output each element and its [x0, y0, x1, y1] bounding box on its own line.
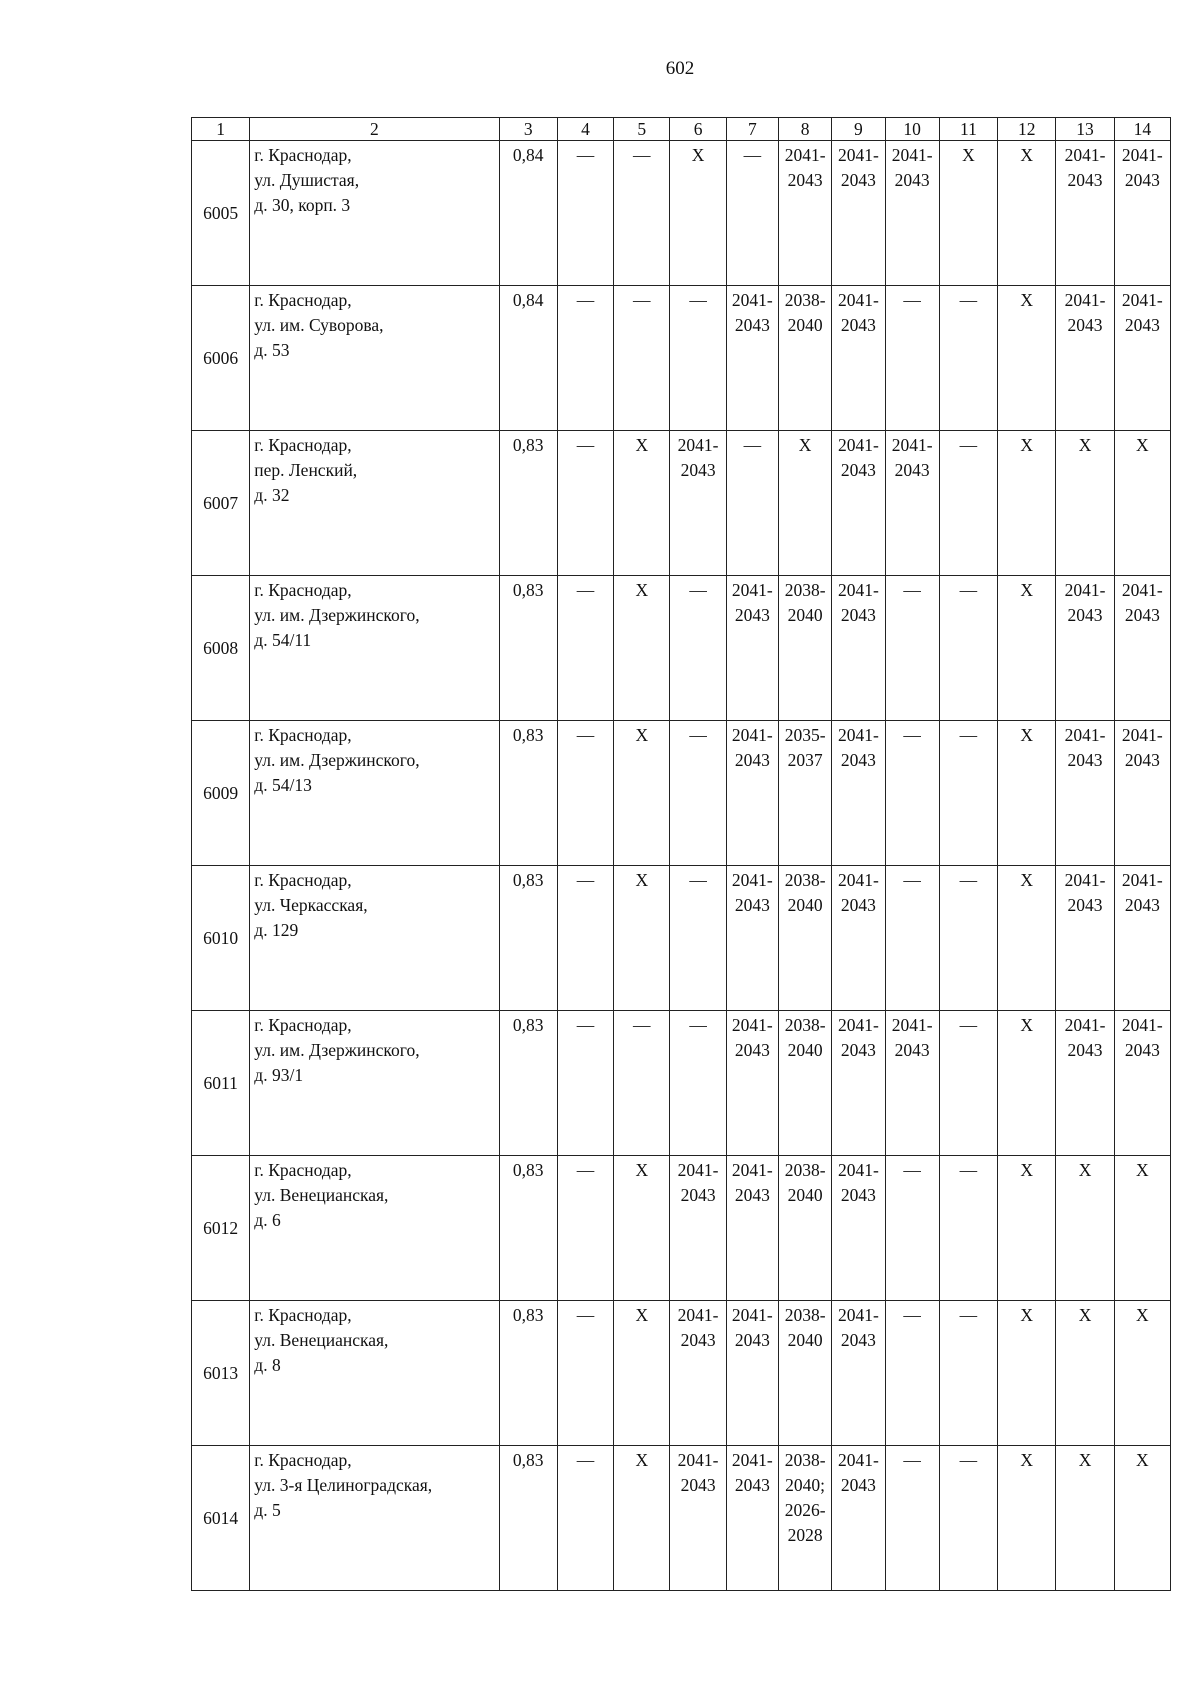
value-cell-5: X — [614, 721, 670, 866]
value-cell-6: X — [670, 141, 726, 286]
row-number: 6007 — [192, 431, 250, 576]
address-line: д. 5 — [254, 1500, 281, 1520]
value-cell-11: — — [939, 1446, 997, 1591]
address-line: д. 6 — [254, 1210, 281, 1230]
address-line: ул. им. Дзержинского, — [254, 1040, 420, 1060]
value-cell-7: — — [726, 431, 778, 576]
value-cell-14: X — [1114, 1446, 1170, 1591]
value-cell-9: 2041-2043 — [832, 721, 885, 866]
value-cell-13: 2041-2043 — [1056, 866, 1114, 1011]
column-header-4: 4 — [557, 118, 613, 141]
column-header-10: 10 — [885, 118, 939, 141]
address-cell — [250, 866, 499, 1011]
value-cell-10: 2041-2043 — [885, 1011, 939, 1156]
coefficient-cell: 0,84 — [499, 141, 557, 286]
column-header-6: 6 — [670, 118, 726, 141]
value-cell-8: 2038-2040 — [778, 1301, 831, 1446]
table-row — [192, 721, 1171, 866]
table-row — [192, 576, 1171, 721]
column-header-5: 5 — [614, 118, 670, 141]
address-line: д. 129 — [254, 920, 299, 940]
address-line: д. 93/1 — [254, 1065, 304, 1085]
value-cell-10: — — [885, 1301, 939, 1446]
value-cell-8: 2041-2043 — [778, 141, 831, 286]
coefficient-cell: 0,83 — [499, 576, 557, 721]
table-row — [192, 1446, 1171, 1591]
value-cell-7: 2041-2043 — [726, 1156, 778, 1301]
value-cell-14: 2041-2043 — [1114, 576, 1170, 721]
value-cell-5: X — [614, 866, 670, 1011]
value-cell-9: 2041-2043 — [832, 576, 885, 721]
value-cell-11: — — [939, 866, 997, 1011]
value-cell-9: 2041-2043 — [832, 431, 885, 576]
column-header-2: 2 — [250, 118, 499, 141]
value-cell-10: — — [885, 866, 939, 1011]
value-cell-10: — — [885, 576, 939, 721]
row-number: 6006 — [192, 286, 250, 431]
value-cell-4: — — [557, 1446, 613, 1591]
value-cell-10: — — [885, 1446, 939, 1591]
value-cell-12: X — [998, 431, 1056, 576]
value-cell-5: — — [614, 1011, 670, 1156]
address-line: г. Краснодар, — [254, 1160, 352, 1180]
value-cell-5: X — [614, 431, 670, 576]
value-cell-13: 2041-2043 — [1056, 141, 1114, 286]
value-cell-8: 2038-2040 — [778, 576, 831, 721]
value-cell-14: X — [1114, 431, 1170, 576]
value-cell-11: — — [939, 1011, 997, 1156]
value-cell-14: 2041-2043 — [1114, 1011, 1170, 1156]
value-cell-12: X — [998, 576, 1056, 721]
value-cell-7: — — [726, 141, 778, 286]
coefficient-cell: 0,83 — [499, 1301, 557, 1446]
address-line: д. 53 — [254, 340, 290, 360]
address-line: ул. им. Дзержинского, — [254, 750, 420, 770]
row-number: 6009 — [192, 721, 250, 866]
column-header-14: 14 — [1114, 118, 1170, 141]
value-cell-4: — — [557, 721, 613, 866]
address-line: ул. 3-я Целиноградская, — [254, 1475, 433, 1495]
value-cell-11: X — [939, 141, 997, 286]
value-cell-5: X — [614, 576, 670, 721]
value-cell-7: 2041-2043 — [726, 1301, 778, 1446]
value-cell-6: — — [670, 721, 726, 866]
coefficient-cell: 0,84 — [499, 286, 557, 431]
address-line: ул. Венецианская, — [254, 1185, 389, 1205]
value-cell-6: — — [670, 286, 726, 431]
column-header-7: 7 — [726, 118, 778, 141]
value-cell-12: X — [998, 866, 1056, 1011]
address-line: г. Краснодар, — [254, 145, 352, 165]
value-cell-4: — — [557, 576, 613, 721]
value-cell-4: — — [557, 431, 613, 576]
value-cell-7: 2041-2043 — [726, 1011, 778, 1156]
value-cell-11: — — [939, 431, 997, 576]
registry-table-body — [192, 118, 1171, 1591]
value-cell-11: — — [939, 286, 997, 431]
value-cell-7: 2041-2043 — [726, 1446, 778, 1591]
address-line: ул. Черкасская, — [254, 895, 368, 915]
value-cell-6: 2041-2043 — [670, 1156, 726, 1301]
column-header-13: 13 — [1056, 118, 1114, 141]
value-cell-10: 2041-2043 — [885, 431, 939, 576]
address-line: ул. им. Суворова, — [254, 315, 384, 335]
value-cell-13: 2041-2043 — [1056, 721, 1114, 866]
column-header-9: 9 — [832, 118, 885, 141]
address-line: г. Краснодар, — [254, 435, 352, 455]
value-cell-6: 2041-2043 — [670, 1446, 726, 1591]
coefficient-cell: 0,83 — [499, 866, 557, 1011]
value-cell-9: 2041-2043 — [832, 1301, 885, 1446]
row-number: 6005 — [192, 141, 250, 286]
value-cell-12: X — [998, 721, 1056, 866]
value-cell-14: 2041-2043 — [1114, 141, 1170, 286]
table-row — [192, 866, 1171, 1011]
address-cell — [250, 1446, 499, 1591]
value-cell-6: 2041-2043 — [670, 1301, 726, 1446]
column-header-8: 8 — [778, 118, 831, 141]
value-cell-8: X — [778, 431, 831, 576]
value-cell-7: 2041-2043 — [726, 866, 778, 1011]
value-cell-5: X — [614, 1301, 670, 1446]
coefficient-cell: 0,83 — [499, 1011, 557, 1156]
value-cell-8: 2038-2040 — [778, 286, 831, 431]
value-cell-10: 2041-2043 — [885, 141, 939, 286]
table-row — [192, 431, 1171, 576]
value-cell-14: X — [1114, 1301, 1170, 1446]
value-cell-11: — — [939, 721, 997, 866]
address-line: д. 54/11 — [254, 630, 312, 650]
value-cell-7: 2041-2043 — [726, 576, 778, 721]
value-cell-4: — — [557, 1156, 613, 1301]
address-line: ул. им. Дзержинского, — [254, 605, 420, 625]
table-row — [192, 286, 1171, 431]
address-line: г. Краснодар, — [254, 1305, 352, 1325]
value-cell-12: X — [998, 1156, 1056, 1301]
value-cell-8: 2038-2040 — [778, 1156, 831, 1301]
row-number: 6013 — [192, 1301, 250, 1446]
address-line: г. Краснодар, — [254, 1015, 352, 1035]
value-cell-6: 2041-2043 — [670, 431, 726, 576]
address-cell — [250, 431, 499, 576]
value-cell-9: 2041-2043 — [832, 141, 885, 286]
value-cell-13: X — [1056, 431, 1114, 576]
value-cell-13: X — [1056, 1446, 1114, 1591]
header-row — [192, 118, 1171, 141]
value-cell-6: — — [670, 576, 726, 721]
value-cell-5: X — [614, 1156, 670, 1301]
value-cell-12: X — [998, 1011, 1056, 1156]
table-row — [192, 141, 1171, 286]
value-cell-4: — — [557, 141, 613, 286]
value-cell-14: 2041-2043 — [1114, 866, 1170, 1011]
value-cell-6: — — [670, 1011, 726, 1156]
address-line: г. Краснодар, — [254, 580, 352, 600]
value-cell-13: 2041-2043 — [1056, 286, 1114, 431]
value-cell-4: — — [557, 1301, 613, 1446]
value-cell-5: X — [614, 1446, 670, 1591]
column-header-1: 1 — [192, 118, 250, 141]
value-cell-7: 2041-2043 — [726, 721, 778, 866]
value-cell-9: 2041-2043 — [832, 1156, 885, 1301]
value-cell-8: 2038-2040; 2026-2028 — [778, 1446, 831, 1591]
value-cell-8: 2035-2037 — [778, 721, 831, 866]
coefficient-cell: 0,83 — [499, 1446, 557, 1591]
table-row — [192, 1301, 1171, 1446]
value-cell-12: X — [998, 141, 1056, 286]
value-cell-8: 2038-2040 — [778, 1011, 831, 1156]
value-cell-13: 2041-2043 — [1056, 576, 1114, 721]
row-number: 6014 — [192, 1446, 250, 1591]
address-line: д. 30, корп. 3 — [254, 195, 351, 215]
address-cell — [250, 721, 499, 866]
coefficient-cell: 0,83 — [499, 431, 557, 576]
value-cell-14: 2041-2043 — [1114, 721, 1170, 866]
address-line: д. 8 — [254, 1355, 281, 1375]
column-header-11: 11 — [939, 118, 997, 141]
value-cell-7: 2041-2043 — [726, 286, 778, 431]
value-cell-13: X — [1056, 1301, 1114, 1446]
address-cell — [250, 1156, 499, 1301]
value-cell-5: — — [614, 286, 670, 431]
address-line: г. Краснодар, — [254, 725, 352, 745]
value-cell-11: — — [939, 576, 997, 721]
row-number: 6012 — [192, 1156, 250, 1301]
address-cell — [250, 141, 499, 286]
column-header-3: 3 — [499, 118, 557, 141]
row-number: 6010 — [192, 866, 250, 1011]
row-number: 6008 — [192, 576, 250, 721]
table-row — [192, 1011, 1171, 1156]
registry-table — [191, 117, 1171, 1591]
page-number: 602 — [665, 58, 695, 79]
value-cell-8: 2038-2040 — [778, 866, 831, 1011]
value-cell-12: X — [998, 1446, 1056, 1591]
value-cell-10: — — [885, 1156, 939, 1301]
value-cell-6: — — [670, 866, 726, 1011]
value-cell-9: 2041-2043 — [832, 286, 885, 431]
address-cell — [250, 576, 499, 721]
address-line: г. Краснодар, — [254, 1450, 352, 1470]
value-cell-4: — — [557, 1011, 613, 1156]
column-header-12: 12 — [998, 118, 1056, 141]
value-cell-11: — — [939, 1301, 997, 1446]
value-cell-9: 2041-2043 — [832, 1446, 885, 1591]
value-cell-14: X — [1114, 1156, 1170, 1301]
value-cell-14: 2041-2043 — [1114, 286, 1170, 431]
value-cell-9: 2041-2043 — [832, 866, 885, 1011]
address-cell — [250, 286, 499, 431]
address-cell — [250, 1301, 499, 1446]
coefficient-cell: 0,83 — [499, 1156, 557, 1301]
value-cell-4: — — [557, 866, 613, 1011]
value-cell-13: 2041-2043 — [1056, 1011, 1114, 1156]
address-cell — [250, 1011, 499, 1156]
value-cell-12: X — [998, 1301, 1056, 1446]
value-cell-5: — — [614, 141, 670, 286]
address-line: г. Краснодар, — [254, 290, 352, 310]
address-line: д. 32 — [254, 485, 290, 505]
table-row — [192, 1156, 1171, 1301]
value-cell-4: — — [557, 286, 613, 431]
address-line: ул. Венецианская, — [254, 1330, 389, 1350]
value-cell-10: — — [885, 721, 939, 866]
address-line: ул. Душистая, — [254, 170, 360, 190]
value-cell-9: 2041-2043 — [832, 1011, 885, 1156]
value-cell-11: — — [939, 1156, 997, 1301]
address-line: д. 54/13 — [254, 775, 312, 795]
value-cell-10: — — [885, 286, 939, 431]
address-line: г. Краснодар, — [254, 870, 352, 890]
row-number: 6011 — [192, 1011, 250, 1156]
value-cell-13: X — [1056, 1156, 1114, 1301]
address-line: пер. Ленский, — [254, 460, 358, 480]
value-cell-12: X — [998, 286, 1056, 431]
coefficient-cell: 0,83 — [499, 721, 557, 866]
